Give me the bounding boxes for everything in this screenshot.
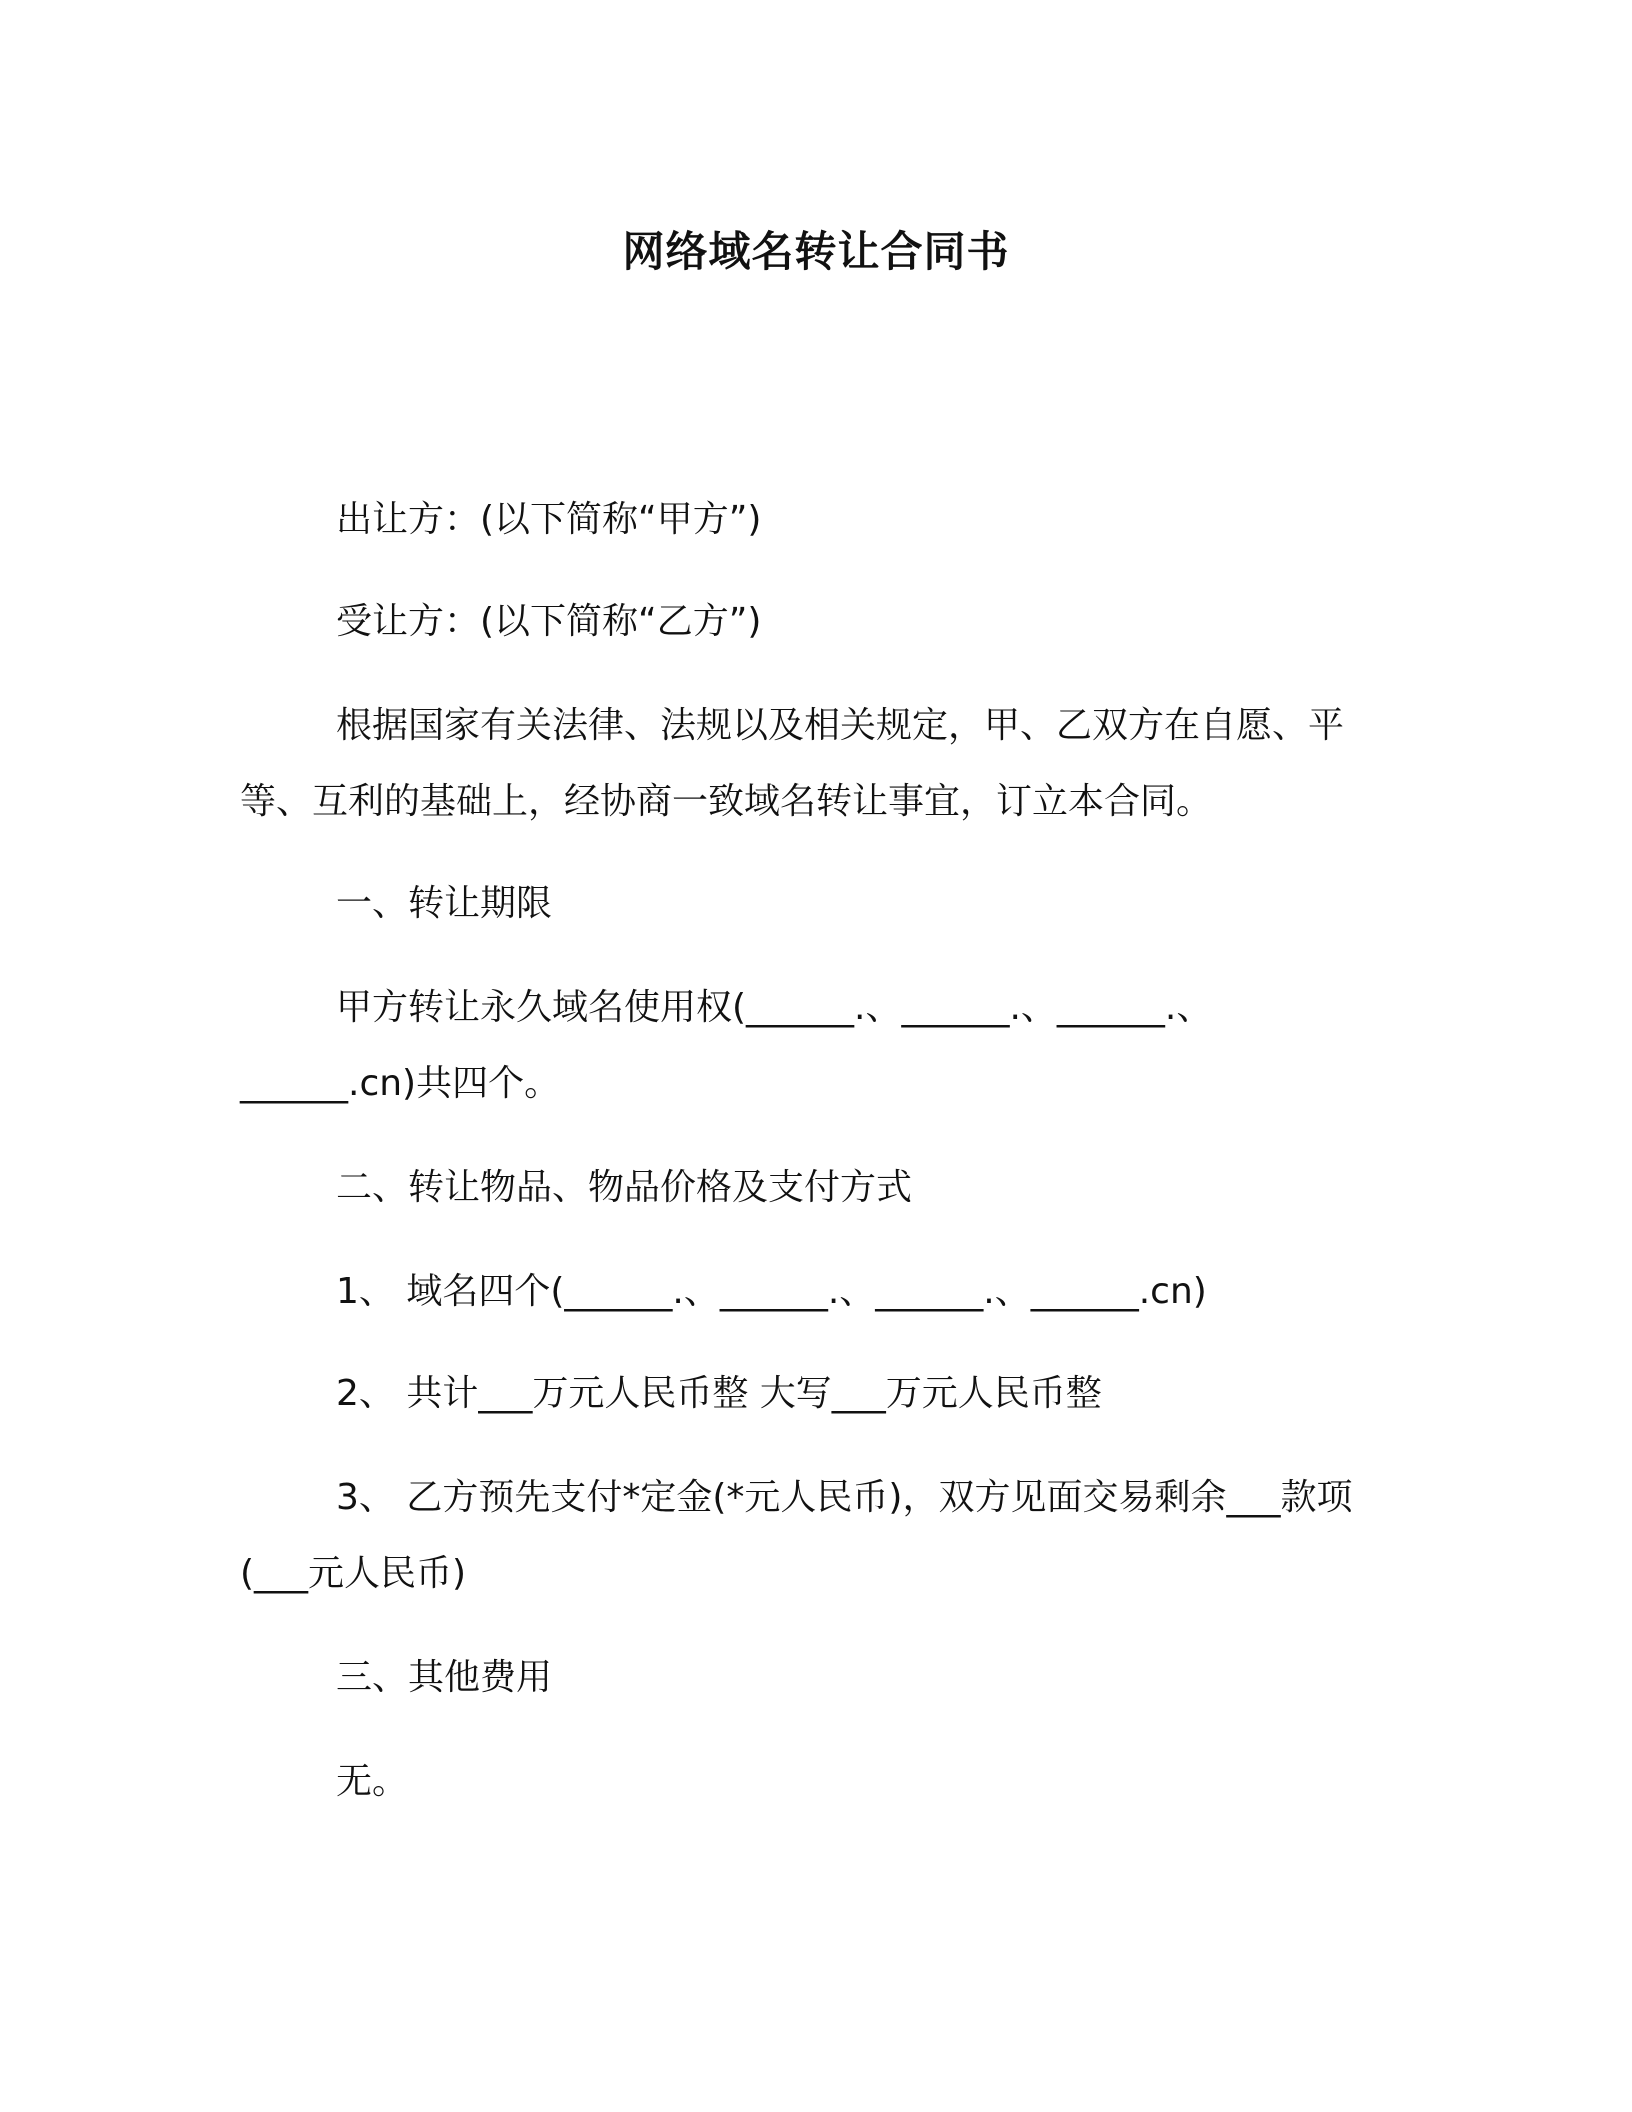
section2-item-3-line-2: (___元人民币): [240, 1553, 467, 1594]
assignor-line: 出让方：(以下简称“甲方”): [336, 499, 762, 540]
section3-heading: 三、其他费用: [336, 1657, 553, 1698]
intro-line-1: 根据国家有关法律、法规以及相关规定，甲、乙双方在自愿、平: [336, 705, 1345, 746]
section2-heading: 二、转让物品、物品价格及支付方式: [336, 1167, 913, 1208]
intro-line-2: 等、互利的基础上，经协商一致域名转让事宜，订立本合同。: [240, 781, 1213, 822]
section2-item-3-line-1: 3、 乙方预先支付*定金(*元人民币)，双方见面交易剩余___款项: [336, 1477, 1353, 1518]
section3-body: 无。: [336, 1761, 409, 1802]
section1-heading: 一、转让期限: [336, 883, 553, 924]
section2-item-2: 2、 共计___万元人民币整 大写___万元人民币整: [336, 1373, 1102, 1414]
assignee-line: 受让方：(以下简称“乙方”): [336, 601, 762, 642]
section1-body-line-2: ______.cn)共四个。: [240, 1063, 561, 1104]
document-title: 网络域名转让合同书: [622, 227, 1010, 276]
section1-body-line-1: 甲方转让永久域名使用权(______.、______.、______.、: [336, 987, 1213, 1028]
section2-item-1: 1、 域名四个(______.、______.、______.、______.cn): [336, 1271, 1207, 1312]
